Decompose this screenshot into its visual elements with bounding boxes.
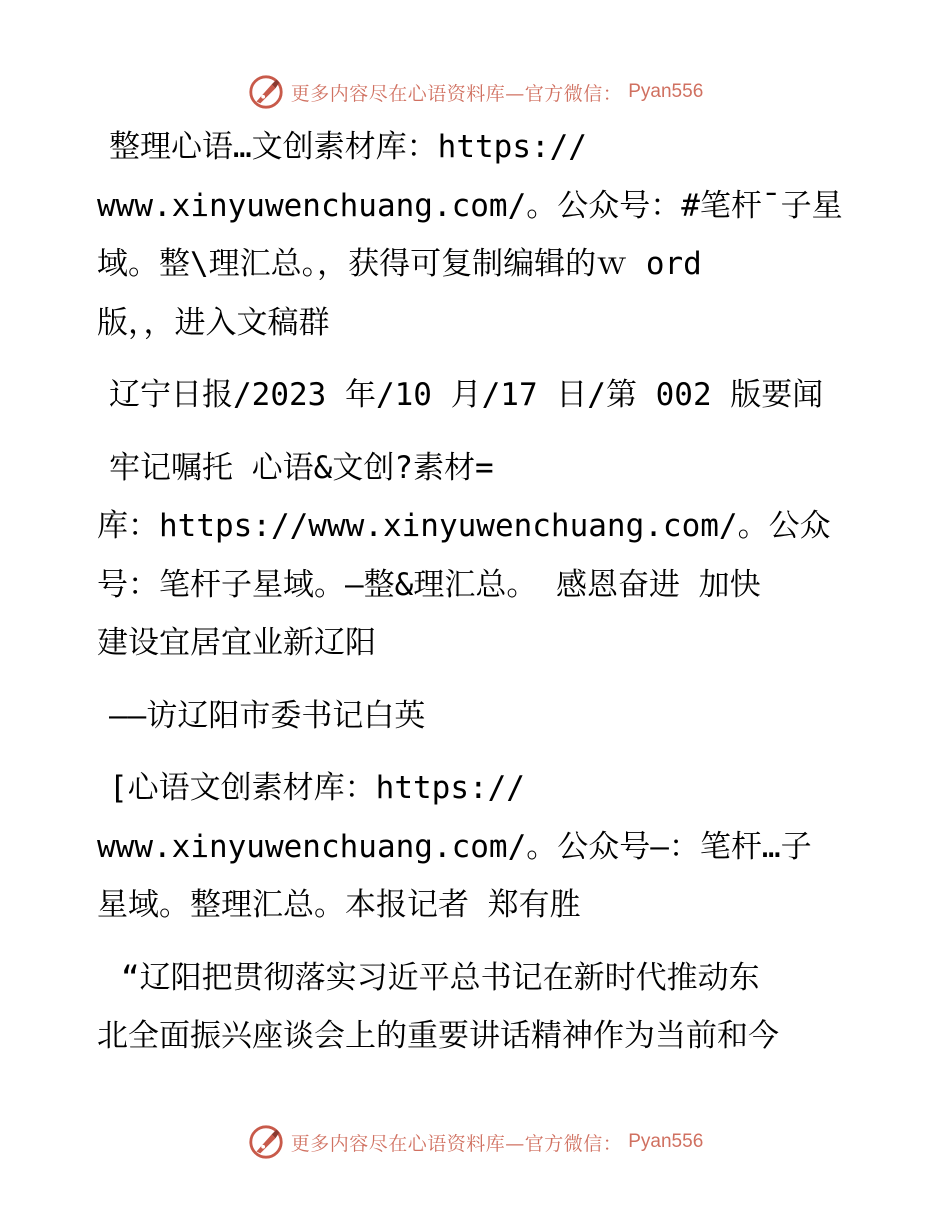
paragraph-subtitle [97,687,857,746]
text-line: 号：笔杆子星域。—整&理汇总。 感恩奋进 加快 [97,566,761,603]
text-line: “辽阳把贯彻落实习近平总书记在新时代推动东 [121,959,760,996]
text-line: 库：https://www.xinyuwenchuang.com/。公众 [97,508,831,544]
paragraph-source [97,366,857,425]
text-line: 星域。整理汇总。本报记者 郑有胜 [97,887,581,923]
text-line: www.xinyuwenchuang.com/。公众号：#笔杆¯子星 [97,187,843,224]
banner-site-text: 更多内容尽在心语资料库—官方微信： [290,1132,623,1155]
pen-nib-logo-icon [247,1123,285,1161]
text-line: 建设宜居宜业新辽阳 [97,625,376,661]
text-line: [心语文创素材库：https:// [109,770,525,806]
document-body [97,118,857,1080]
pen-nib-logo-icon [247,73,285,111]
text-line: 辽宁日报/2023 年/10 月/17 日/第 002 版要闻 [109,377,824,413]
text-line: 域。整\理汇总。，获得可复制编辑的ｗ ord [97,246,702,282]
text-line: www.xinyuwenchuang.com/。公众号—：笔杆…子 [97,828,812,865]
text-line: 牢记嘱托 心语&文创?素材= [109,449,494,486]
paragraph-intro [97,118,857,352]
header-banner [0,70,950,114]
banner-wechat-id: Pyan556 [628,1131,704,1152]
footer-banner [0,1120,950,1164]
text-line: 整理心语…文创素材库：https:// [109,129,587,165]
paragraph-headline [97,439,857,673]
paragraph-body [97,949,857,1066]
paragraph-byline [97,759,857,935]
text-line: 北全面振兴座谈会上的重要讲话精神作为当前和今 [97,1018,779,1054]
banner-wechat-id: Pyan556 [628,81,704,102]
text-line: ——访辽阳市委书记白英 [109,697,426,734]
text-line: 版，，进入文稿群 [97,304,330,341]
banner-site-text: 更多内容尽在心语资料库—官方微信： [290,82,623,105]
